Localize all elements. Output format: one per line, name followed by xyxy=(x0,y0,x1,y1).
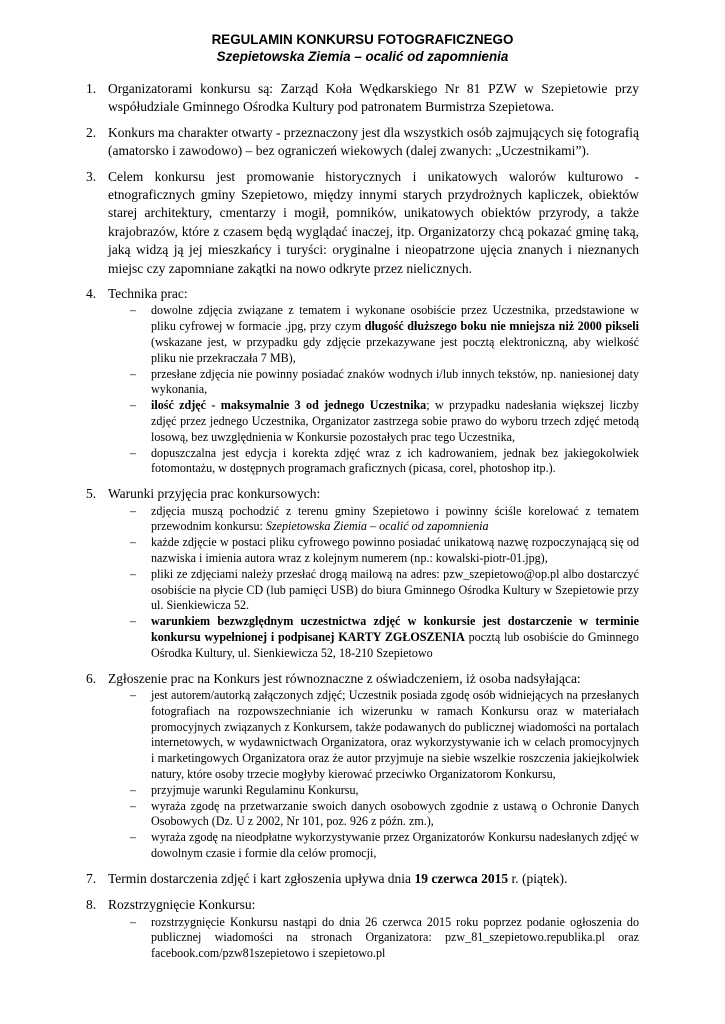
deadline-date: 19 czerwca 2015 xyxy=(414,870,509,886)
document-title: REGULAMIN KONKURSU FOTOGRAFICZNEGO xyxy=(211,32,514,47)
rule-5 xyxy=(86,485,639,661)
rule-heading: Warunki przyjęcia prac konkursowych: xyxy=(108,486,321,502)
bullet-item: – przyjmuje warunki Regulaminu Konkursu, xyxy=(130,782,359,797)
dash-marker: – xyxy=(130,503,137,518)
bullet-item: – wyraża zgodę na przetwarzanie swoich danych osobowych zgodnie z ustawą o Ochronie Danych Osobowych (Dz. U z 2002, Nr 101, poz. 926 z późn. zm.), xyxy=(130,798,639,829)
document-subtitle: Szepietowska Ziemia – ocalić od zapomnienia xyxy=(216,49,509,64)
rule-number: 2. xyxy=(86,124,97,140)
dash-marker: – xyxy=(130,782,137,797)
bullet-item: – dopuszczalna jest edycja i korekta zdjęć wraz z ich kadrowaniem, jednak bez jakiegokolwiek fotomontażu, w dostępnych programach graficznych (picasa, corel, photoshop itp.). xyxy=(130,445,639,476)
dash-marker: – xyxy=(130,535,137,550)
rule-6 xyxy=(86,670,639,862)
rule-3 xyxy=(86,168,639,278)
rule-8 xyxy=(86,896,639,962)
dash-marker: – xyxy=(130,914,137,929)
rule-bullets xyxy=(108,915,639,962)
bullet-item: – rozstrzygnięcie Konkursu nastąpi do dnia 26 czerwca 2015 roku poprzez podanie ogłoszenia do publicznej wiadomości na stronach Organizatora: pzw_81_szepietowo.republika.pl oraz facebook.com/pzw81szepietowo i szepietowo.pl xyxy=(130,914,639,961)
rule-number: 5. xyxy=(86,486,97,502)
rule-heading: Technika prac: xyxy=(108,286,188,302)
dash-marker: – xyxy=(130,798,137,813)
bullet-item: – jest autorem/autorką załączonych zdjęć; Uczestnik posiada zgodę osób widniejących na przesłanych fotografiach na rozpowszechnianie ich wizerunku w ramach Konkursu oraz w materiałach promocyjnych związanych z Konkursem, także podawanych do publicznej wiadomości na portalach internetowych, w wydawnictwach Organizatora, oraz wykorzystywanie ich w celach promocyjnych i marketingowych Organizatora oraz że autor przyjmuje na siebie wszelkie roszczenia jakiejkolwiek natury, które osoby trzecie mogłyby kierować przeciwko Organizatorom Konkursu, xyxy=(130,688,639,781)
dash-marker: – xyxy=(130,398,137,413)
rule-2 xyxy=(86,124,639,161)
rule-7 xyxy=(86,870,639,888)
rule-text: Konkurs ma charakter otwarty - przeznaczony jest dla wszystkich osób zajmujących się fotografią (amatorsko i zawodowo) – bez ograniczeń wiekowych (dalej zwanych: „Uczestnikami”). xyxy=(108,124,639,159)
rule-heading: Zgłoszenie prac na Konkurs jest równoznaczne z oświadczeniem, iż osoba nadsyłająca: xyxy=(108,670,581,686)
emphasis: długość dłuższego boku nie mniejsza niż 2000 pikseli xyxy=(364,319,640,334)
dash-marker: – xyxy=(130,830,137,845)
dash-marker: – xyxy=(130,614,137,629)
dash-marker: – xyxy=(130,445,137,460)
bullet-item: – warunkiem bezwzględnym uczestnictwa zdjęć w konkursie jest dostarczenie w terminie konkursu wypełnionej i podpisanej KARTY ZGŁOSZENIA pocztą lub osobiście do Gminnego Ośrodka Kultury, ul. Sienkiewicza 52, 18-210 Szepietowo xyxy=(130,614,639,660)
rule-number: 7. xyxy=(86,870,97,886)
rule-bullets xyxy=(108,303,639,477)
dash-marker: – xyxy=(130,566,137,581)
bullet-item: – wyraża zgodę na nieodpłatne wykorzystywanie przez Organizatorów Konkursu nadesłanych zdjęć w dowolnym czasie i formie dla celów promocji, xyxy=(130,830,639,860)
rule-number: 4. xyxy=(86,286,97,302)
rule-4 xyxy=(86,285,639,477)
dash-marker: – xyxy=(130,303,137,318)
dash-marker: – xyxy=(130,366,137,381)
bullet-item: – dowolne zdjęcia związane z tematem i wykonane osobiście przez Uczestnika, przedstawione w pliku cyfrowej w formacie .jpg, przy czym długość dłuższego boku nie mniejsza niż 2000 pikseli (wskazane jest, w przypadku gdy zdjęcie przekazywane jest pocztą elektroniczną, aby wielkość pliku nie przekraczała 7 MB), xyxy=(130,303,640,365)
rule-bullets xyxy=(108,504,639,662)
emphasis: warunkiem bezwzględnym uczestnictwa zdjęć w konkursie jest dostarczenie w terminie konkursu wypełnionej i podpisanej KARTY ZGŁOSZENIA xyxy=(151,614,639,645)
rule-number: 3. xyxy=(86,168,97,184)
bullet-item: – pliki ze zdjęciami należy przesłać drogą mailową na adres: pzw_szepietowo@op.pl albo dostarczyć osobiście na płycie CD (lub pamięci USB) do biura Gminnego Ośrodka Kultury w Szepietowie przy ul. Sienkiewicza 52. xyxy=(130,566,639,613)
bullet-item: – zdjęcia muszą pochodzić z terenu gminy Szepietowo i powinny ściśle korelować z tematem przewodnim konkursu: Szepietowska Ziemia – ocalić od zapomnienia xyxy=(130,503,639,534)
rule-text: Organizatorami konkursu są: Zarząd Koła Wędkarskiego Nr 81 PZW w Szepietowie przy współudziale Gminnego Ośrodka Kultury pod patronatem Burmistrza Szepietowa. xyxy=(108,81,639,115)
bullet-item: – przesłane zdjęcia nie powinny posiadać znaków wodnych i/lub innych tekstów, np. naniesionej daty wykonania, xyxy=(130,366,639,397)
rule-text: Celem konkursu jest promowanie historycznych i unikatowych walorów kulturowo - etnograficznych gminy Szepietowo, między innymi starych przydrożnych kapliczek, obiektów starej architektury, cmentarzy i mogił, pomników, unikatowych obiektów przyrody, a także krajobrazów, które z czasem będą wyglądać inaczej, itp. Organizatorzy chcą pokazać gminę taką, jaką widzą ją jej mieszkańcy i turyści: oryginalne i nieopatrzone ujęcia znanych i nieznanych miejsc czy zapomniane zakątki na nowo odkryte przez nielicznych. xyxy=(108,168,639,276)
rule-heading: Rozstrzygnięcie Konkursu: xyxy=(108,897,256,913)
rule-text: Termin dostarczenia zdjęć i kart zgłoszenia upływa dnia 19 czerwca 2015 r. (piątek). xyxy=(108,870,568,886)
bullet-item: – każde zdjęcie w postaci pliku cyfrowego powinno posiadać unikatową nazwę rozpoczynającą się od nazwiska i imienia autora wraz z kolejnym numerem (np.: kowalski-piotr-01.jpg), xyxy=(130,535,639,566)
contest-theme: Szepietowska Ziemia – ocalić od zapomnienia xyxy=(265,519,489,534)
rule-number: 6. xyxy=(86,670,97,686)
rules-list xyxy=(86,80,639,962)
rule-number: 1. xyxy=(86,81,97,96)
rule-1 xyxy=(86,80,639,117)
rule-number: 8. xyxy=(86,897,97,913)
bullet-item: – ilość zdjęć - maksymalnie 3 od jednego Uczestnika; w przypadku nadesłania większej liczby zdjęć przez jednego Uczestnika, Organizator zastrzega sobie prawo do wyboru trzech zdjęć metodą losową, bez uwzględnienia w Konkursie pozostałych prac tego Uczestnika, xyxy=(130,398,639,444)
rule-bullets xyxy=(108,688,639,862)
dash-marker: – xyxy=(130,688,137,703)
emphasis: ilość zdjęć - maksymalnie 3 od jednego Uczestnika xyxy=(151,398,427,413)
